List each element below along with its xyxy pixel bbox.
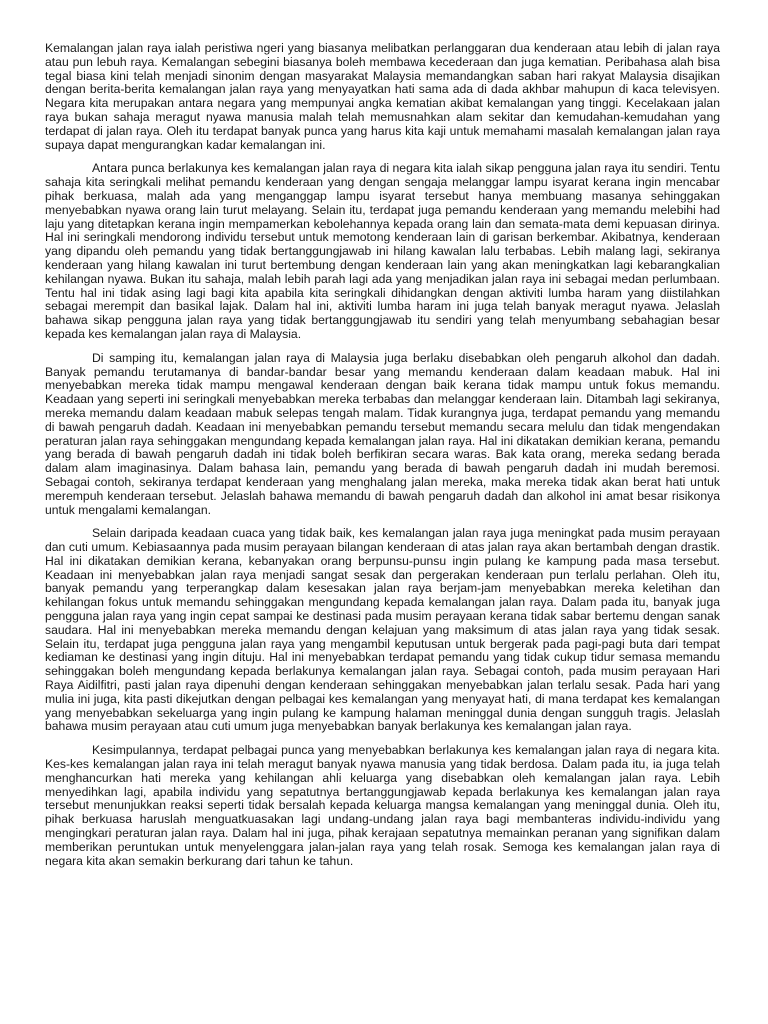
paragraph-conclusion: Kesimpulannya, terdapat pelbagai punca yang menyebabkan berlakunya kes kemalangan jalan raya di negara kita. Kes-kes kemalangan jalan raya ini telah meragut banyak nyawa manusia yang tidak berdosa. Dalam pada itu, ia juga telah menghancurkan hati mereka yang kehilangan ahli keluarga yang disebabkan oleh kemalangan jalan raya. Lebih menyedihkan lagi, apabila individu yang sepatutnya bertanggungjawab kepada berlakunya kes kemalangan jalan raya tersebut menunjukkan reaksi seperti tidak bersalah kepada keluarga mangsa kemalangan yang meninggal dunia. Oleh itu, pihak berkuasa haruslah menguatkuasakan lagi undang-undang jalan raya bagi membanteras individu-individu yang mengingkari peraturan jalan raya. Dalam hal ini juga, pihak kerajaan sepatutnya memainkan peranan yang signifikan dalam memberikan peruntukan untuk menyelenggara jalan-jalan raya yang telah rosak. Semoga kes kemalangan jalan raya di negara kita akan semakin berkurang dari tahun ke tahun. (45, 743, 720, 868)
paragraph-road-user-attitude: Antara punca berlakunya kes kemalangan jalan raya di negara kita ialah sikap pengguna jalan raya itu sendiri. Tentu sahaja kita seringkali melihat pemandu kenderaan yang dengan sengaja melanggar lampu isyarat kerana ingin mencabar pihak berkuasa, malah ada yang menganggap lampu isyarat tersebut hanya membuang masanya sehinggakan menyebabkan nyawa orang lain turut melayang. Selain itu, terdapat juga pemandu kenderaan yang memandu melebihi had laju yang ditetapkan kerana ingin mempamerkan kebolehannya kepada orang lain dan semata-mata demi kepuasan dirinya. Hal ini seringkali mendorong individu tersebut untuk memotong kenderaan lain di garisan berkembar. Akibatnya, kenderaan yang dipandu oleh pemandu yang tidak bertanggungjawab ini hilang kawalan lalu terbabas. Lebih malang lagi, sekiranya kenderaan yang hilang kawalan ini turut bertembung dengan kenderaan lain yang akan meningkatkan lagi kebarangkalian kehilangan nyawa. Bukan itu sahaja, malah lebih parah lagi ada yang menjadikan jalan raya ini sebagai medan perlumbaan. Tentu hal ini tidak asing lagi bagi kita apabila kita seringkali dihidangkan dengan aktiviti lumba haram yang diistilahkan sebagai merempit dan basikal lajak. Dalam hal ini, aktiviti lumba haram ini juga telah banyak meragut nyawa. Jelaslah bahawa sikap pengguna jalan raya yang tidak bertanggungjawab itu sendiri yang telah menyumbang sebahagian besar kepada kes kemalangan jalan raya di Malaysia. (45, 161, 720, 341)
paragraph-alcohol-drugs: Di samping itu, kemalangan jalan raya di Malaysia juga berlaku disebabkan oleh pengaruh alkohol dan dadah. Banyak pemandu terutamanya di bandar-bandar besar yang memandu kenderaan dalam keadaan mabuk. Hal ini menyebabkan mereka tidak mampu mengawal kenderaan dengan baik kerana tidak mampu untuk fokus memandu. Keadaan yang seperti ini seringkali menyebabkan mereka terbabas dan melanggar kenderaan lain. Ditambah lagi sekiranya, mereka memandu dalam keadaan mabuk selepas tengah malam. Tidak kurangnya juga, terdapat pemandu yang memandu di bawah pengaruh dadah. Keadaan ini menyebabkan pemandu tersebut memandu secara melulu dan tidak mengendakan peraturan jalan raya sehinggakan mengundang kepada kemalangan jalan raya. Hal ini dikatakan demikian kerana, pemandu yang berada di bawah pengaruh dadah ini tidak boleh berfikiran secara waras. Bak kata orang, mereka sedang berada dalam alam imaginasinya. Dalam bahasa lain, pemandu yang berada di bawah pengaruh dadah ini mudah beremosi. Sebagai contoh, sekiranya terdapat kenderaan yang menghalang jalan mereka, maka mereka tidak akan berat hati untuk merempuh kenderaan tersebut. Jelaslah bahawa memandu di bawah pengaruh dadah dan alkohol ini amat besar risikonya untuk mengalami kemalangan. (45, 350, 720, 517)
paragraph-introduction: Kemalangan jalan raya ialah peristiwa ngeri yang biasanya melibatkan perlanggaran dua kenderaan atau lebih di jalan raya atau pun lebuh raya. Kemalangan sebegini biasanya boleh membawa kecederaan dan juga kematian. Peribahasa alah bisa tegal biasa kini telah menjadi sinonim dengan masyarakat Malaysia memandangkan saban hari rakyat Malaysia disajikan dengan berita-berita kemalangan jalan raya yang menyayatkan hati sama ada di dada akhbar mahupun di kaca televisyen. Negara kita merupakan antara negara yang mempunyai angka kematian akibat kemalangan yang tinggi. Kecelakaan jalan raya bukan sahaja meragut nyawa manusia malah telah memusnahkan alam sekitar dan kemudahan-kemudahan yang terdapat di jalan raya. Oleh itu terdapat banyak punca yang harus kita kaji untuk memahami masalah kemalangan jalan raya supaya dapat mengurangkan kadar kemalangan ini. (45, 41, 720, 152)
paragraph-festive-season: Selain daripada keadaan cuaca yang tidak baik, kes kemalangan jalan raya juga meningkat pada musim perayaan dan cuti umum. Kebiasaannya pada musim perayaan bilangan kenderaan di atas jalan raya akan bertambah dengan drastik. Hal ini dikatakan demikian kerana, kebanyakan orang berpunsu-punsu ingin pulang ke kampung pada masa tersebut. Keadaan ini menyebabkan jalan raya menjadi sangat sesak dan pergerakan kenderaan pun terlalu perlahan. Oleh itu, banyak pemandu yang terperangkap dalam kesesakan jalan raya berjam-jam menyebabkan mereka keletihan dan kehilangan fokus untuk memandu sehinggakan mengundang kepada kemalangan jalan raya. Dalam pada itu, banyak juga pengguna jalan raya yang ingin cepat sampai ke destinasi pada musim perayaan kerana tidak sabar bertemu dengan sanak saudara. Hal ini menyebabkan mereka memandu dengan kelajuan yang maksimum di atas jalan raya yang tidak sesak. Selain itu, terdapat juga pengguna jalan raya yang mengambil keputusan untuk bergerak pada pagi-pagi buta dari tempat kediaman ke destinasi yang ingin dituju. Hal ini menyebabkan terdapat pemandu yang tidak cukup tidur semasa memandu sehinggakan boleh mengundang kepada berlakunya kemalangan jalan raya. Sebagai contoh, pada musim perayaan Hari Raya Aidilfitri, pasti jalan raya dipenuhi dengan kenderaan sehinggakan menyebabkan jalan terlalu sesak. Pada hari yang mulia ini juga, kita pasti dikejutkan dengan pelbagai kes kemalangan yang menyayat hati, di mana terdapat kes kemalangan yang menyebabkan sekeluarga yang ingin pulang ke kampung halaman meninggal dunia dengan sungguh tragis. Jelaslah bahawa musim perayaan atau cuti umum juga menyebabkan banyak berlakunya kes kemalangan jalan raya. (45, 526, 720, 734)
